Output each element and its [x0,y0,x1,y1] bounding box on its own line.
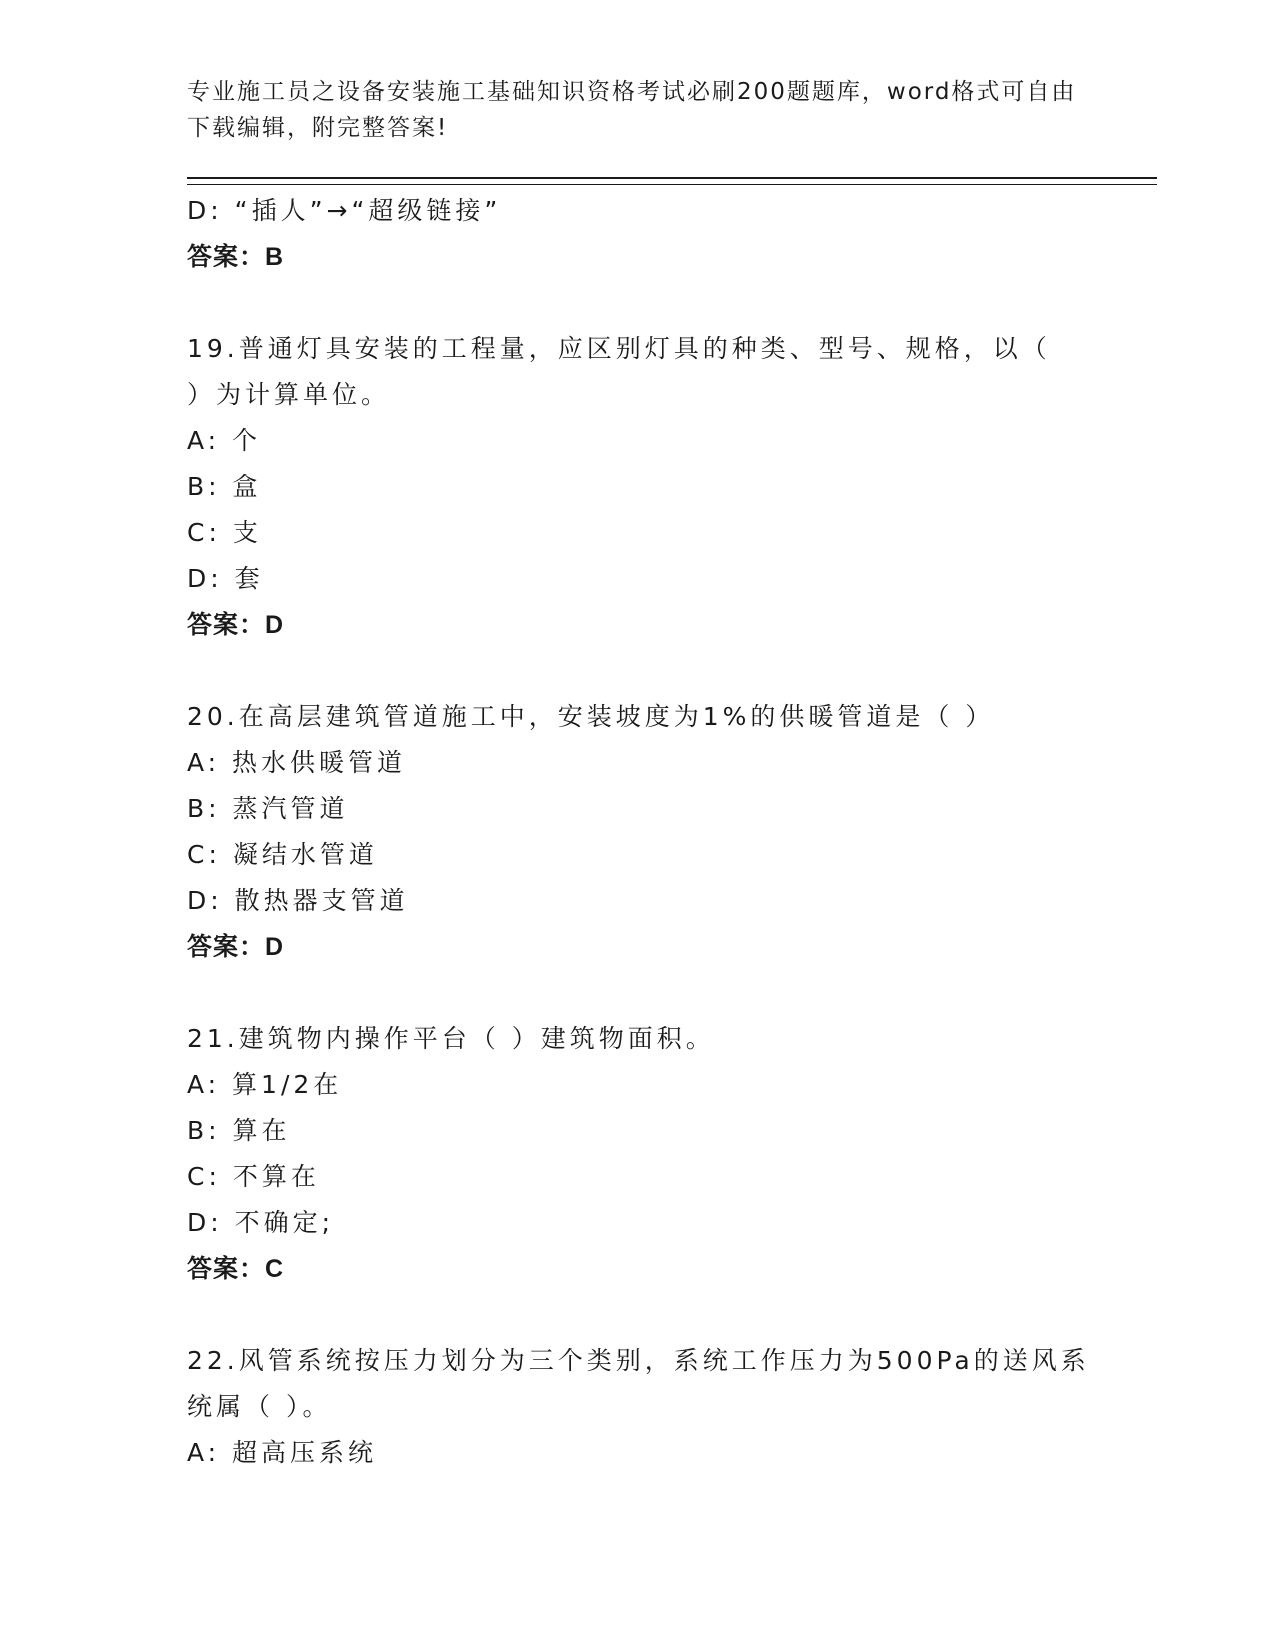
spacer [187,1292,1087,1338]
document-header [187,74,1087,146]
option-d: D: “插人”→“超级链接” [187,196,502,225]
option-b: B: 算在 [187,1116,291,1145]
question-20 [187,694,1087,970]
answer: 答案：D [187,933,285,961]
answer: 答案：C [187,1255,285,1283]
option-a: A: 算1/2在 [187,1070,343,1099]
answer: 答案：D [187,611,285,639]
option-d: D: 散热器支管道 [187,886,409,915]
option-a: A: 个 [187,426,262,455]
question-stem: 20.在高层建筑管道施工中，安装坡度为1%的供暖管道是（ ） [187,702,995,731]
option-a: A: 超高压系统 [187,1438,378,1467]
header-divider [187,177,1157,185]
question-19 [187,326,1087,648]
spacer [187,970,1087,1016]
option-d: D: 套 [187,564,264,593]
header-line-1: 专业施工员之设备安装施工基础知识资格考试必刷200题题库，word格式可自由 [187,79,1077,105]
question-stem-continued: ）为计算单位。 [187,380,391,409]
question-stem-continued: 统属（ ）。 [187,1392,332,1421]
option-c: C: 不算在 [187,1162,320,1191]
option-d: D: 不确定; [187,1208,335,1237]
question-stem: 19.普通灯具安装的工程量，应区别灯具的种类、型号、规格，以（ [187,334,1051,363]
question-stem: 21.建筑物内操作平台（ ）建筑物面积。 [187,1024,715,1053]
option-c: C: 支 [187,518,262,547]
option-c: C: 凝结水管道 [187,840,378,869]
option-b: B: 盒 [187,472,262,501]
spacer [187,280,1087,326]
option-b: B: 蒸汽管道 [187,794,349,823]
question-22 [187,1338,1090,1476]
question-list [187,188,1090,1476]
question-stem: 22.风管系统按压力划分为三个类别，系统工作压力为500Pa的送风系 [187,1346,1090,1375]
question-21 [187,1016,1087,1292]
answer: 答案：B [187,243,285,271]
spacer [187,648,1087,694]
question-18 [187,188,1087,280]
header-line-2: 下载编辑，附完整答案! [187,115,449,141]
option-a: A: 热水供暖管道 [187,748,407,777]
